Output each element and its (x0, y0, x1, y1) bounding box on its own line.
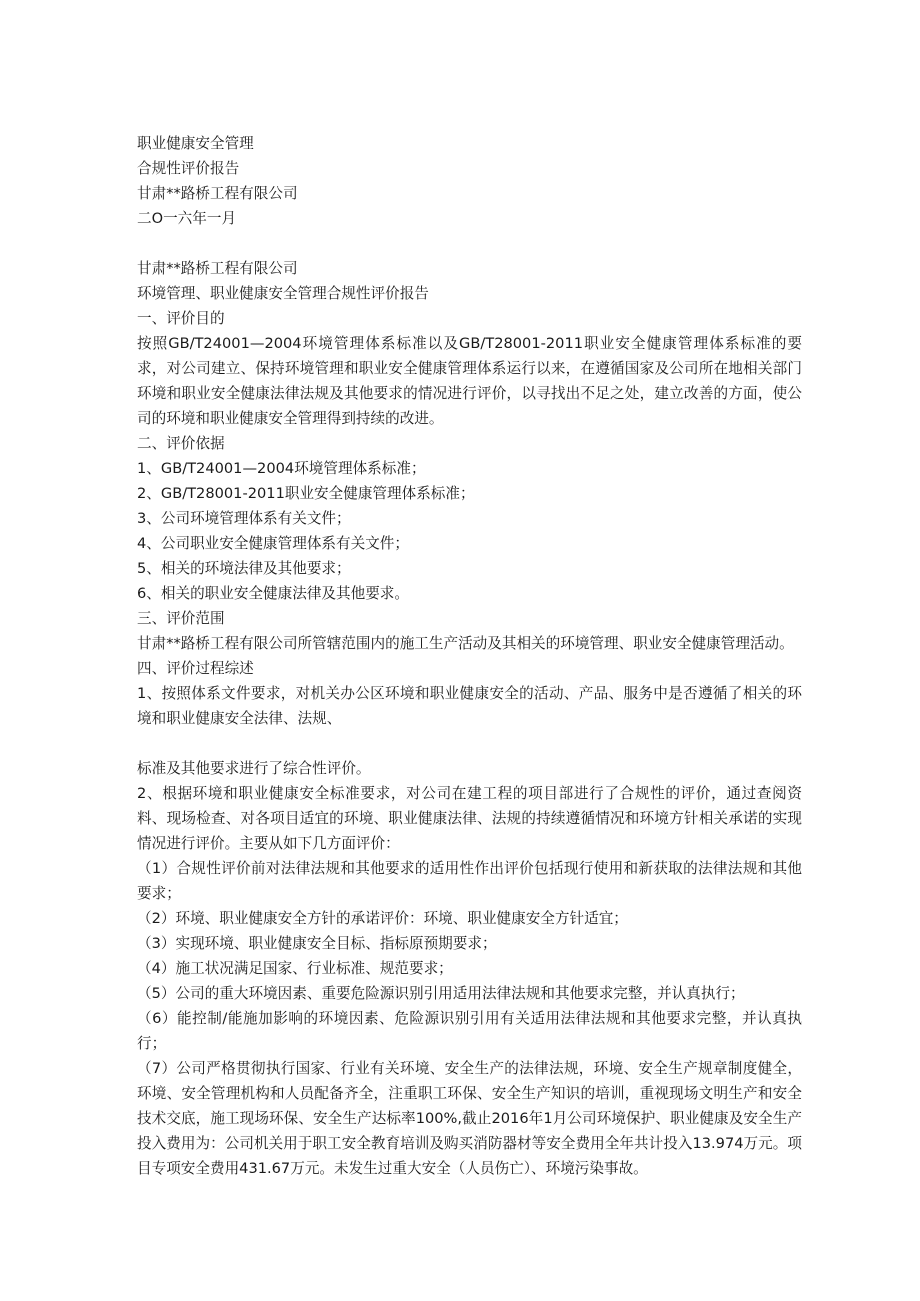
section-heading-purpose: 一、评价目的 (137, 310, 225, 327)
cover-title-line1: 职业健康安全管理 (137, 135, 254, 152)
spacer (137, 231, 802, 256)
basis-item: 4、公司职业安全健康管理体系有关文件； (137, 535, 409, 552)
cover-date: 二O一六年一月 (137, 210, 237, 227)
process-paragraph-1a: 1、按照体系文件要求，对机关办公区环境和职业健康安全的活动、产品、服务中是否遵循了相关的环境和职业健康安全法律、法规、 (137, 685, 802, 727)
evaluation-item: （7）公司严格贯彻执行国家、行业有关环境、安全生产的法律法规，环境、安全生产规章制度健全，环境、安全管理机构和人员配备齐全，注重职工环保、安全生产知识的培训，重视现场文明生产和安全技术交底，施工现场环保、安全生产达标率100%,截止2016年1月公司环境保护、职业健康及安全生产投入费用为：公司机关用于职工安全教育培训及购买消防器材等安全费用全年共计投入13.974万元。项目专项安全费用431.67万元。未发生过重大安全（人员伤亡）、环境污染事故。 (137, 1060, 802, 1177)
cover-company: 甘肃**路桥工程有限公司 (137, 185, 298, 202)
process-paragraph-1b: 标准及其他要求进行了综合性评价。 (137, 760, 371, 777)
evaluation-item: （1）合规性评价前对法律法规和其他要求的适用性作出评价包括现行使用和新获取的法律法规和其他要求； (137, 860, 802, 902)
report-title: 环境管理、职业健康安全管理合规性评价报告 (137, 285, 429, 302)
process-paragraph-2: 2、根据环境和职业健康安全标准要求，对公司在建工程的项目部进行了合规性的评价，通过查阅资料、现场检查、对各项目适宜的环境、职业健康法律、法规的持续遵循情况和环境方针相关承诺的实现情况进行评价。主要从如下几方面评价： (137, 785, 802, 852)
document-page (137, 131, 802, 1181)
section-text-purpose: 按照GB/T24001—2004环境管理体系标准以及GB/T28001-2011职业安全健康管理体系标准的要求，对公司建立、保持环境管理和职业安全健康管理体系运行以来，在遵循国家及公司所在地相关部门环境和职业安全健康法律法规及其他要求的情况进行评价，以寻找出不足之处，建立改善的方面，使公司的环境和职业健康安全管理得到持续的改进。 (137, 335, 802, 427)
section-heading-basis: 二、评价依据 (137, 435, 225, 452)
spacer (137, 731, 802, 756)
report-company: 甘肃**路桥工程有限公司 (137, 260, 298, 277)
evaluation-item: （5）公司的重大环境因素、重要危险源识别引用适用法律法规和其他要求完整，并认真执行； (137, 985, 745, 1002)
cover-title-line2: 合规性评价报告 (137, 160, 240, 177)
evaluation-item: （4）施工状况满足国家、行业标准、规范要求； (137, 960, 453, 977)
section-text-scope: 甘肃**路桥工程有限公司所管辖范围内的施工生产活动及其相关的环境管理、职业安全健康管理活动。 (137, 635, 794, 652)
basis-item: 2、GB/T28001-2011职业安全健康管理体系标准； (137, 485, 475, 502)
evaluation-item: （3）实现环境、职业健康安全目标、指标原预期要求； (137, 935, 497, 952)
basis-item: 3、公司环境管理体系有关文件； (137, 510, 351, 527)
basis-item: 1、GB/T24001—2004环境管理体系标准； (137, 460, 426, 477)
basis-item: 6、相关的职业安全健康法律及其他要求。 (137, 585, 409, 602)
evaluation-item: （2）环境、职业健康安全方针的承诺评价：环境、职业健康安全方针适宜； (137, 910, 628, 927)
section-heading-process: 四、评价过程综述 (137, 660, 254, 677)
evaluation-item: （6）能控制/能施加影响的环境因素、危险源识别引用有关适用法律法规和其他要求完整，并认真执行； (137, 1010, 802, 1052)
basis-item: 5、相关的环境法律及其他要求； (137, 560, 351, 577)
section-heading-scope: 三、评价范围 (137, 610, 225, 627)
